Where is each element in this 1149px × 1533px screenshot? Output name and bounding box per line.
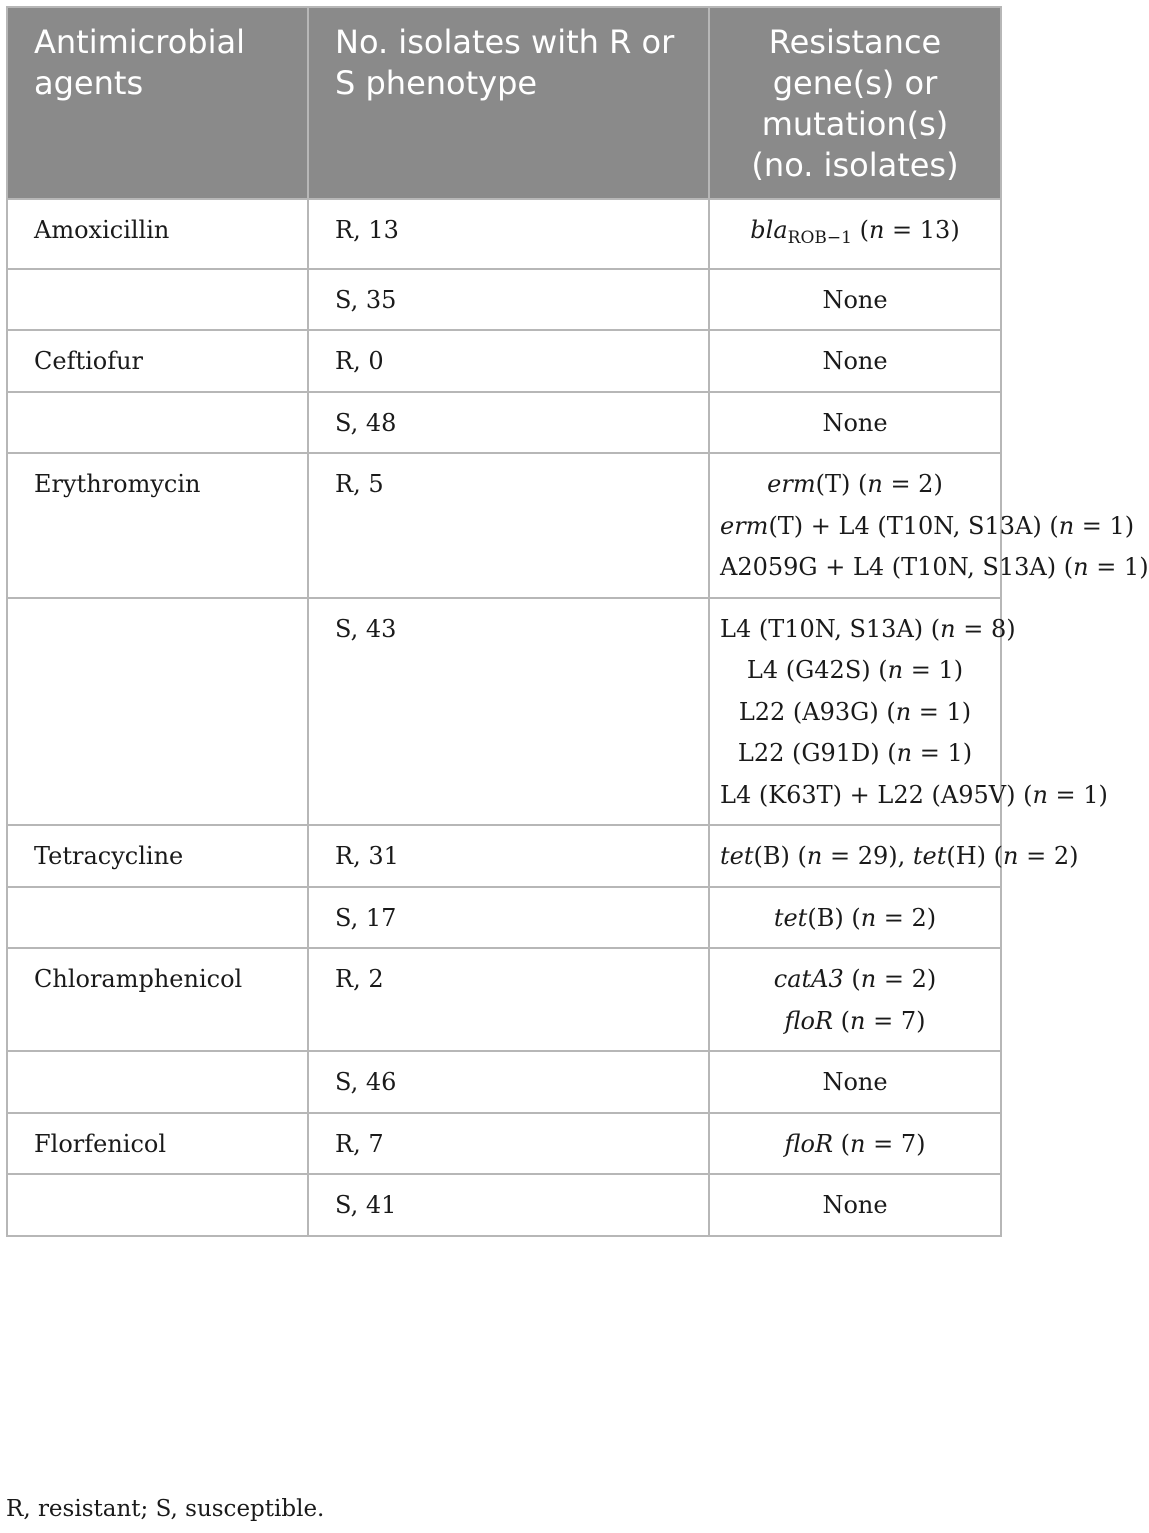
cell-agent: Tetracycline [7,825,308,887]
table-row [7,948,1001,1051]
table-row [7,330,1001,392]
cell-phenotype: R, 31 [308,825,709,887]
cell-phenotype: S, 48 [308,392,709,454]
cell-resistance-genes [709,887,1001,949]
table-row [7,887,1001,949]
cell-phenotype: S, 17 [308,887,709,949]
cell-phenotype: R, 7 [308,1113,709,1175]
cell-agent: Amoxicillin [7,199,308,269]
cell-agent [7,887,308,949]
cell-agent [7,1174,308,1236]
gene-entry: bla$_{ROB-1}$ (n = 13) [750,216,960,248]
cell-agent: Florfenicol [7,1113,308,1175]
resistance-table [6,6,1149,1237]
table-row [7,598,1001,826]
gene-entry: erm(T) (n = 2) [767,470,943,498]
gene-entry: None [822,285,888,314]
cell-resistance-genes [709,199,1001,269]
header-antimicrobial-agents: Antimicrobial agents [7,7,308,199]
gene-entry: None [822,1068,888,1096]
table-row [7,825,1001,887]
cell-phenotype: R, 13 [308,199,709,269]
gene-entry: L4 (T10N, S13A) (n = 8) [720,614,1016,643]
gene-entry: None [822,347,888,375]
table-row [7,1174,1001,1236]
cell-agent [7,269,308,331]
header-resistance-genes: Resistance gene(s) or mutation(s) (no. isolates) [709,7,1001,199]
cell-phenotype: S, 41 [308,1174,709,1236]
cell-agent [7,1051,308,1113]
cell-resistance-genes [709,269,1001,331]
cell-phenotype: R, 0 [308,330,709,392]
table-row [7,269,1001,331]
cell-agent: Erythromycin [7,453,308,598]
gene-entry: L22 (A93G) (n = 1) [738,697,972,726]
gene-entry: floR (n = 7) [784,1129,926,1158]
table-row [7,1051,1001,1113]
table-row [7,1113,1001,1175]
gene-entry: A2059G + L4 (T10N, S13A) (n = 1) [720,553,1149,581]
gene-entry: L4 (K63T) + L22 (A95V) (n = 1) [720,780,1108,809]
header-phenotype: No. isolates with R or S phenotype [308,7,709,199]
cell-phenotype: S, 35 [308,269,709,331]
cell-phenotype: R, 5 [308,453,709,598]
cell-resistance-genes [709,1051,1001,1113]
cell-agent: Ceftiofur [7,330,308,392]
gene-entry: floR (n = 7) [784,1006,926,1035]
cell-agent [7,392,308,454]
gene-entry: tet(B) (n = 29), tet(H) (n = 2) [720,842,1079,870]
cell-resistance-genes [709,598,1108,826]
gene-entry: tet(B) (n = 2) [773,903,937,932]
cell-resistance-genes [709,392,1001,454]
cell-agent [7,598,308,826]
cell-resistance-genes [709,453,1149,598]
cell-resistance-genes [709,330,1001,392]
cell-resistance-genes [709,825,1079,887]
table-footnote: R, resistant; S, susceptible. [6,1496,325,1522]
cell-resistance-genes [709,948,1001,1051]
table-row [7,453,1001,598]
gene-entry: None [822,408,888,437]
gene-entry: erm(T) + L4 (T10N, S13A) (n = 1) [720,511,1135,540]
cell-agent: Chloramphenicol [7,948,308,1051]
gene-entry: catA3 (n = 2) [773,965,937,993]
gene-entry: L22 (G91D) (n = 1) [737,739,973,767]
cell-resistance-genes [709,1113,1001,1175]
cell-phenotype: S, 46 [308,1051,709,1113]
table-row [7,392,1001,454]
cell-phenotype: R, 2 [308,948,709,1051]
table-row [7,199,1001,269]
header-row [7,7,1001,199]
gene-entry: L4 (G42S) (n = 1) [746,656,964,684]
cell-phenotype: S, 43 [308,598,709,826]
table-body [7,199,1149,1236]
cell-resistance-genes [709,1174,1001,1236]
gene-entry: None [822,1191,888,1219]
